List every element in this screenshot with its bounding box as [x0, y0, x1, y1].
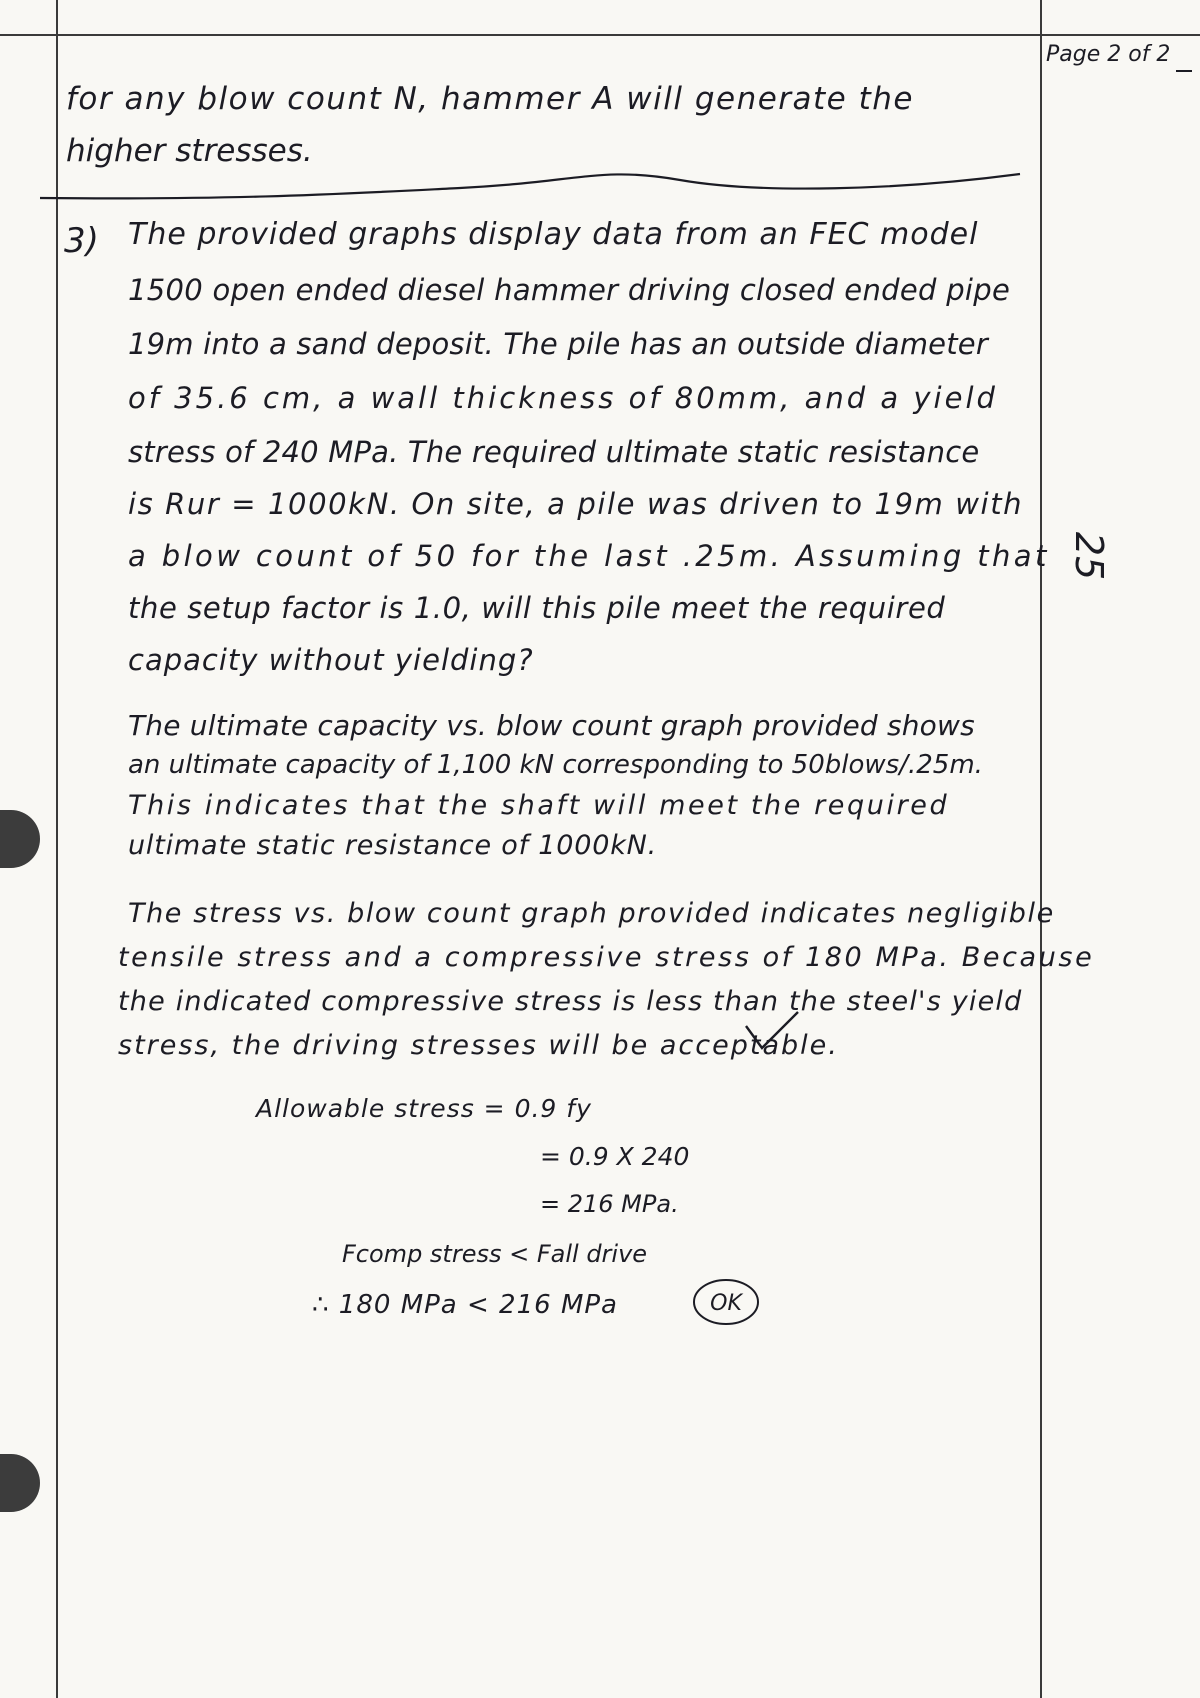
capacity-answer-line-4: ultimate static resistance of 1000kN. [128, 830, 658, 861]
ok-text: OK [710, 1291, 742, 1316]
stress-answer-line-2: tensile stress and a compressive stress of 180 MPa. Because [118, 942, 1095, 973]
top-rule-line [0, 34, 1200, 36]
stress-comparison-values: ∴ 180 MPa < 216 MPa [312, 1290, 618, 1320]
question-line-3: 19m into a sand deposit. The pile has an outside diameter [128, 327, 988, 361]
section-divider [40, 160, 1030, 206]
capacity-answer-line-2: an ultimate capacity of 1,100 kN corresponding to 50blows/.25m. [128, 750, 983, 780]
previous-answer-line-2: higher stresses. [66, 133, 313, 169]
capacity-answer-line-1: The ultimate capacity vs. blow count graph provided shows [128, 709, 975, 742]
grade-mark [1058, 526, 1118, 586]
question-line-8: the setup factor is 1.0, will this pile meet the required [128, 591, 946, 625]
previous-answer-line-1: for any blow count N, hammer A will generate the [66, 81, 914, 117]
question-line-5: stress of 240 MPa. The required ultimate static resistance [128, 435, 980, 469]
stress-answer-line-4: stress, the driving stresses will be acceptable. [118, 1030, 839, 1061]
left-margin-line [56, 0, 58, 1698]
stress-answer-line-1: The stress vs. blow count graph provided indicates negligible [128, 898, 1055, 929]
ok-circle [686, 1264, 786, 1334]
question-line-9: capacity without yielding? [128, 643, 534, 677]
question-line-6: is Rur = 1000kN. On site, a pile was driven to 19m with [128, 487, 1024, 521]
binder-hole-bottom [0, 1454, 40, 1512]
stress-comparison-label: Fcomp stress < Fall drive [342, 1240, 648, 1268]
right-margin-line [1040, 0, 1042, 1698]
stress-answer-line-3: the indicated compressive stress is less than the steel's yield [118, 986, 1023, 1017]
page-number-underline [1176, 70, 1192, 72]
grade-text: 25 [1067, 531, 1111, 581]
question-line-7: a blow count of 50 for the last .25m. Assuming that [128, 539, 1050, 573]
question-line-4: of 35.6 cm, a wall thickness of 80mm, and a yield [128, 381, 998, 415]
capacity-answer-line-3: This indicates that the shaft will meet the required [128, 790, 950, 821]
page-number: Page 2 of 2 [1046, 42, 1171, 67]
question-number: 3) [64, 221, 99, 261]
allowable-stress-label: Allowable stress = 0.9 fy [256, 1094, 592, 1123]
calc-step-1: = 0.9 X 240 [540, 1142, 690, 1171]
checkmark-icon [742, 1008, 802, 1052]
question-line-2: 1500 open ended diesel hammer driving closed ended pipe [128, 273, 1011, 307]
calc-step-2: = 216 MPa. [540, 1190, 679, 1218]
question-line-1: The provided graphs display data from an FEC model [128, 217, 979, 252]
binder-hole-top [0, 810, 40, 868]
